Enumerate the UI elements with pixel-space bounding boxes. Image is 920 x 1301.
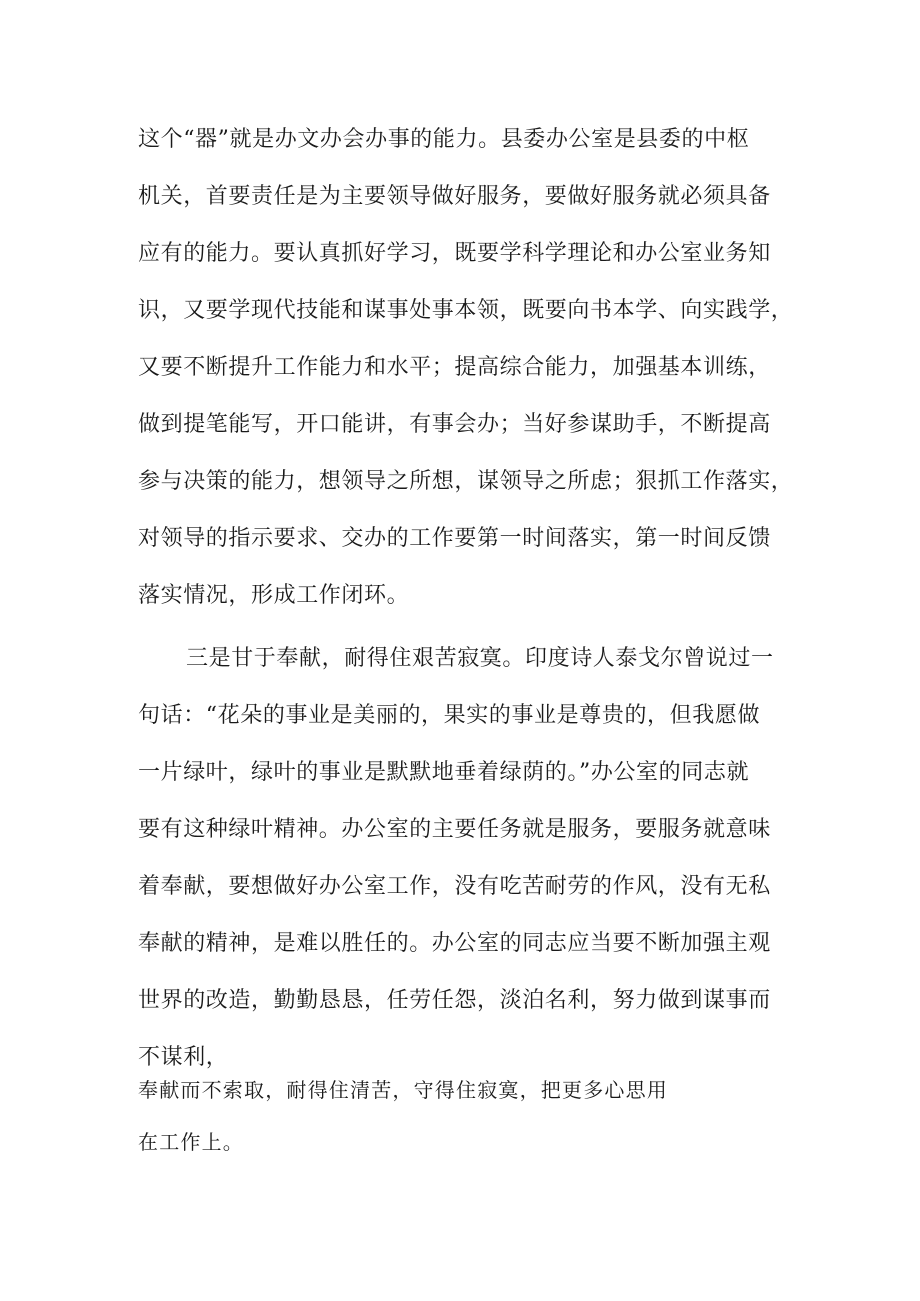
text-line: 落实情况，形成工作闭环。: [138, 583, 410, 608]
text-line: 应有的能力。要认真抓好学习，既要学科学理论和办公室业务知: [138, 241, 771, 266]
text-line: 做到提笔能写，开口能讲，有事会办；当好参谋助手，不断提高: [138, 412, 771, 437]
text-line: 机关，首要责任是为主要领导做好服务，要做好服务就必须具备: [138, 184, 771, 209]
text-line: 又要不断提升工作能力和水平；提高综合能力，加强基本训练，: [138, 355, 771, 380]
paragraph-first-line: 三是甘于奉献，耐得住艰苦寂寞。印度诗人泰戈尔曾说过一: [186, 646, 774, 671]
text-line: 要有这种绿叶精神。办公室的主要任务就是服务，要服务就意味: [138, 817, 771, 842]
text-line: 不谋利，: [138, 1045, 229, 1070]
text-line: 奉献而不索取，耐得住清苦，守得住寂寞，把更多心思用: [138, 1078, 668, 1102]
text-line: 一片绿叶，绿叶的事业是默默地垂着绿荫的。”办公室的同志就: [138, 760, 750, 785]
text-line: 着奉献，要想做好办公室工作，没有吃苦耐劳的作风，没有无私: [138, 874, 771, 899]
text-line: 在工作上。: [138, 1130, 244, 1154]
text-line: 奉献的精神，是难以胜任的。办公室的同志应当要不断加强主观: [138, 931, 771, 956]
text-line: 这个“器”就是办文办会办事的能力。县委办公室是县委的中枢: [138, 127, 750, 152]
text-line: 世界的改造，勤勤恳恳，任劳任怨，淡泊名利，努力做到谋事而: [138, 988, 771, 1013]
text-line: 参与决策的能力，想领导之所想，谋领导之所虑；狠抓工作落实，: [138, 469, 794, 494]
text-line: 识，又要学现代技能和谋事处事本领，既要向书本学、向实践学，: [138, 298, 794, 323]
text-line: 对领导的指示要求、交办的工作要第一时间落实，第一时间反馈: [138, 526, 771, 551]
text-line: 句话：“花朵的事业是美丽的，果实的事业是尊贵的，但我愿做: [138, 703, 761, 728]
